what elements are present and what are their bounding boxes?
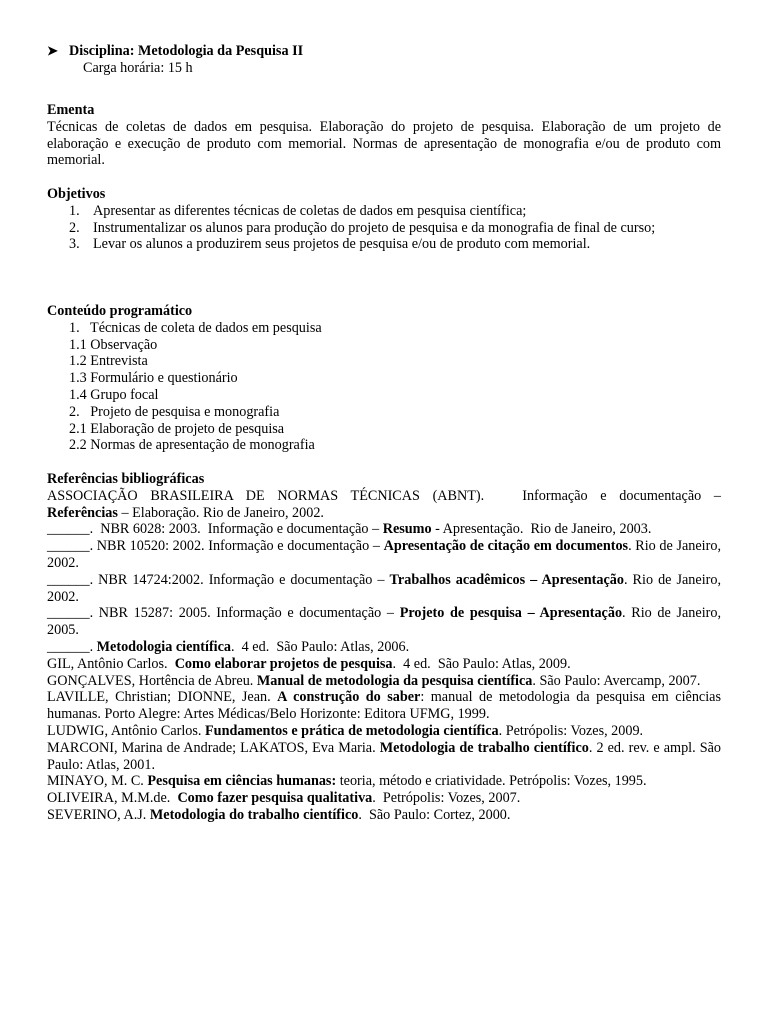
reference-entry — [47, 773, 721, 790]
objetivo-text: Apresentar as diferentes técnicas de coletas de dados em pesquisa científica; — [93, 202, 527, 219]
reference-entry — [47, 790, 721, 807]
reference-text: – Elaboração. Rio de Janeiro, 2002. — [117, 504, 324, 521]
discipline-title-line — [47, 43, 721, 60]
conteudo-item: 1.3 Formulário e questionário — [69, 370, 238, 387]
discipline-header — [47, 43, 721, 77]
reference-text: SEVERINO, A.J. — [47, 806, 150, 823]
reference-entry — [47, 656, 721, 673]
reference-text: GIL, Antônio Carlos. — [47, 655, 175, 672]
reference-title: Como fazer pesquisa qualitativa — [177, 790, 373, 807]
objetivo-item — [47, 220, 721, 237]
reference-entry — [47, 639, 721, 656]
objetivo-item — [47, 236, 721, 253]
reference-entry — [47, 723, 721, 740]
referencias-section — [47, 471, 721, 824]
reference-entry — [47, 807, 721, 824]
reference-title: A construção do saber — [277, 689, 421, 706]
conteudo-item: 2.2 Normas de apresentação de monografia — [69, 437, 315, 454]
reference-title: Como elaborar projetos de pesquisa — [174, 655, 393, 672]
reference-text: . São Paulo: Avercamp, 2007. — [532, 672, 701, 689]
workload: Carga horária: 15 h — [83, 59, 193, 76]
reference-entry — [47, 521, 721, 538]
conteudo-item: 2. Projeto de pesquisa e monografia — [69, 403, 280, 420]
objetivos-heading: Objetivos — [47, 186, 106, 202]
reference-entry — [47, 538, 721, 572]
conteudo-heading: Conteúdo programático — [47, 303, 193, 319]
reference-entry — [47, 740, 721, 774]
reference-text: . 4 ed. São Paulo: Atlas, 2009. — [392, 655, 571, 672]
reference-text: . 2 ed. rev. e ampl. São Paulo: Atlas, 2001. — [47, 739, 721, 773]
reference-text: MARCONI, Marina de Andrade; LAKATOS, Eva Maria. — [47, 739, 380, 756]
objetivo-number: 1. — [69, 202, 80, 219]
objetivo-item — [47, 203, 721, 220]
reference-title: Manual de metodologia da pesquisa científica — [256, 672, 533, 689]
reference-text: . Petrópolis: Vozes, 2009. — [498, 722, 644, 739]
conteudo-item: 2.1 Elaboração de projeto de pesquisa — [69, 420, 285, 437]
discipline-title: Disciplina: Metodologia da Pesquisa II — [69, 43, 304, 59]
reference-text: . Rio de Janeiro, 2002. — [47, 571, 722, 605]
arrow-bullet-icon: ➤ — [47, 43, 58, 58]
reference-text: GONÇALVES, Hortência de Abreu. — [47, 672, 257, 689]
reference-title: Trabalhos acadêmicos – Apresentação — [389, 571, 624, 588]
reference-text: ______. NBR 14724:2002. Informação e documentação – — [47, 571, 390, 588]
reference-text: ______. NBR 6028: 2003. Informação e documentação – — [47, 521, 383, 538]
conteudo-item: 1.2 Entrevista — [69, 353, 148, 370]
reference-text: OLIVEIRA, M.M.de. — [47, 790, 178, 807]
reference-entry — [47, 673, 721, 690]
reference-text: . Petrópolis: Vozes, 2007. — [372, 790, 521, 807]
conteudo-item: 1.1 Observação — [69, 336, 158, 353]
conteudo-item: 1.4 Grupo focal — [69, 386, 159, 403]
reference-title: Pesquisa em ciências humanas: — [147, 773, 337, 790]
objetivo-text: Levar os alunos a produzirem seus projetos de pesquisa e/ou de produto com memorial. — [93, 236, 591, 253]
reference-entry — [47, 572, 721, 606]
objetivo-number: 3. — [69, 236, 80, 253]
referencias-heading: Referências bibliográficas — [47, 471, 205, 487]
reference-text: . 4 ed. São Paulo: Atlas, 2006. — [231, 638, 410, 655]
conteudo-item: 1. Técnicas de coleta de dados em pesquisa — [69, 319, 322, 336]
reference-text: ______. NBR 15287: 2005. Informação e documentação – — [47, 605, 400, 622]
reference-title: Projeto de pesquisa – Apresentação — [399, 605, 623, 622]
reference-text: teoria, método e criatividade. Petrópolis: Vozes, 1995. — [336, 773, 647, 790]
reference-text: . Rio de Janeiro, 2005. — [47, 605, 722, 639]
reference-text: . São Paulo: Cortez, 2000. — [358, 806, 511, 823]
reference-title: Metodologia do trabalho científico — [149, 806, 359, 823]
reference-entry — [47, 605, 721, 639]
ementa-text: Técnicas de coletas de dados em pesquisa. Elaboração do projeto de pesquisa. Elaboração de um projeto de elaboração e execução de produto com memorial. Normas de apresentação de monografia e/ou de produto com memorial. — [47, 118, 721, 169]
reference-title: Referências — [47, 504, 118, 521]
reference-title: Resumo — [382, 521, 432, 538]
reference-title: Metodologia científica — [96, 638, 232, 655]
reference-text: . Rio de Janeiro, 2002. — [47, 538, 721, 571]
reference-title: Apresentação de citação em documentos — [383, 538, 629, 555]
reference-text: - Apresentação. Rio de Janeiro, 2003. — [431, 521, 652, 538]
ementa-section — [47, 102, 721, 169]
reference-entry — [47, 488, 721, 522]
reference-text: ASSOCIAÇÃO BRASILEIRA DE NORMAS TÉCNICAS (ABNT). Informação e documentação – — [47, 487, 721, 504]
reference-title: Metodologia de trabalho científico — [379, 739, 589, 756]
reference-text: : manual de metodologia da pesquisa em ciências humanas. Porto Alegre: Artes Médicas/Belo Horizonte: Editora UFMG, 1999. — [47, 689, 721, 723]
objetivos-section — [47, 186, 721, 253]
reference-title: Fundamentos e prática de metodologia científica — [205, 722, 499, 739]
conteudo-section — [47, 303, 721, 454]
reference-text: LAVILLE, Christian; DIONNE, Jean. — [47, 689, 278, 706]
reference-text: ______. NBR 10520: 2002. Informação e documentação – — [47, 538, 384, 555]
reference-text: LUDWIG, Antônio Carlos. — [47, 722, 206, 739]
reference-text: MINAYO, M. C. — [47, 773, 148, 790]
objetivo-text: Instrumentalizar os alunos para produção do projeto de pesquisa e da monografia de final de curso; — [93, 219, 656, 236]
reference-text: ______. — [47, 638, 97, 655]
reference-entry — [47, 689, 721, 723]
objetivo-number: 2. — [69, 219, 80, 236]
ementa-heading: Ementa — [47, 102, 95, 118]
